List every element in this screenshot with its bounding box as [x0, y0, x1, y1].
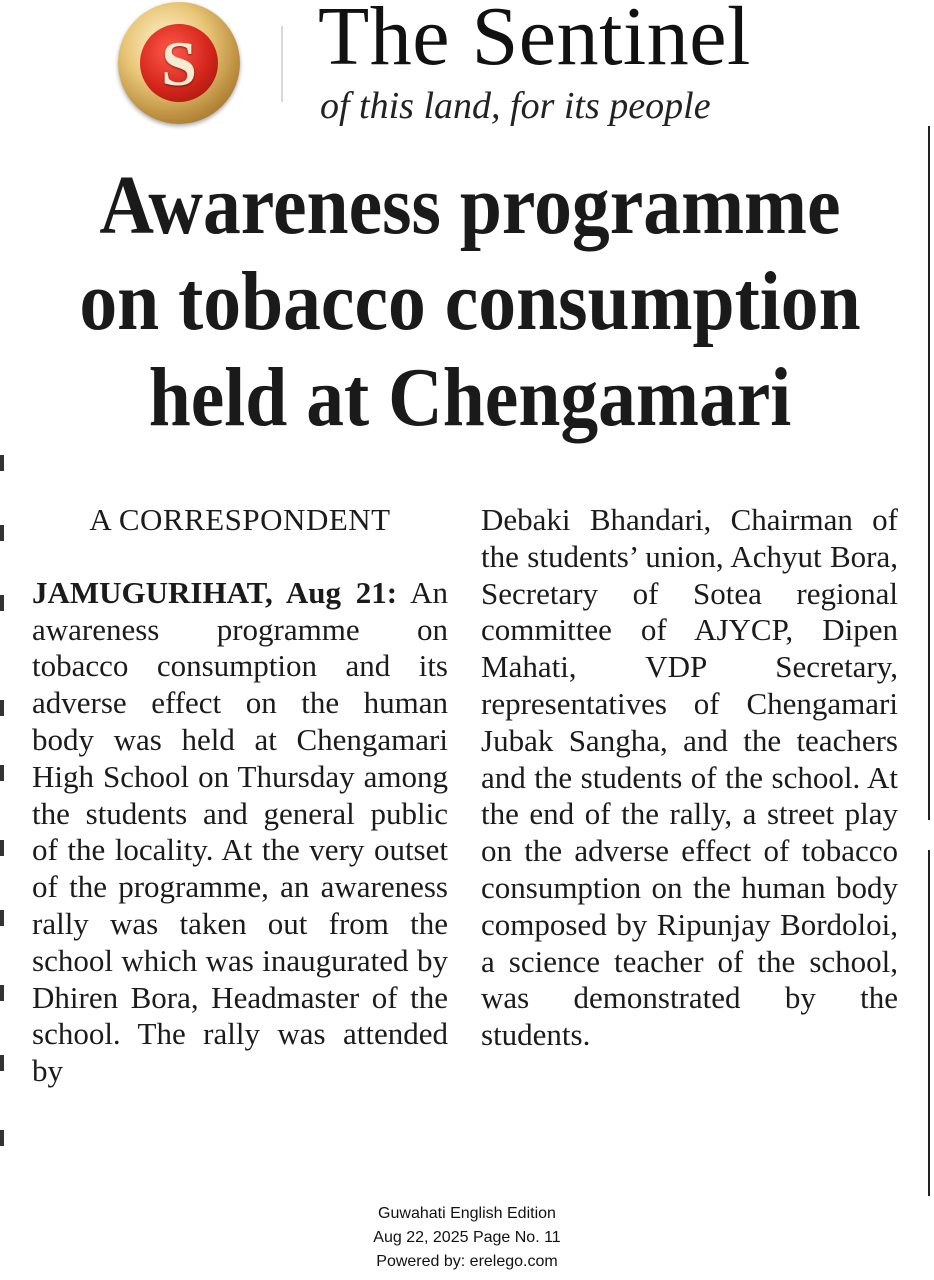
- edition-date-page: Aug 22, 2025 Page No. 11: [373, 1229, 561, 1246]
- article-headline: [74, 158, 866, 446]
- logo-letter: S: [161, 28, 197, 99]
- adjacent-column-edge: [0, 455, 6, 1155]
- paper-name: The Sentinel: [318, 0, 751, 83]
- article-body-left: An awareness programme on tobacco consumption and its adverse effect on the human body was held at Chengamari High School on Thursday among the students and general public of the locality. At the very outset of the programme, an awareness rally was taken out from the school which was inaugurated by Dhiren Bora, Headmaster of the school. The rally was attended by: [32, 574, 448, 1089]
- paper-tagline: of this land, for its people: [320, 85, 711, 127]
- masthead: [0, 0, 934, 140]
- headline-line: held at Chengamari: [148, 351, 792, 444]
- logo-red-disc: [140, 24, 218, 102]
- byline: A CORRESPONDENT: [89, 502, 391, 537]
- edition-name: Guwahati English Edition: [378, 1205, 556, 1222]
- powered-by: Powered by: erelego.com: [376, 1253, 558, 1270]
- dateline: JAMUGURIHAT, Aug 21:: [32, 574, 398, 610]
- headline-line: Awareness programme: [99, 159, 841, 252]
- column-rule: [928, 850, 930, 1196]
- article-column-left: [32, 502, 448, 1090]
- headline-line: on tobacco consumption: [79, 255, 861, 348]
- column-rule: [928, 126, 930, 820]
- sentinel-logo: [118, 2, 240, 124]
- article-paragraph: [32, 575, 448, 1090]
- article-body-right: Debaki Bhandari, Chairman of the students’ union, Achyut Bora, Secretary of Sotea regional committee of AJYCP, Dipen Mahati, VDP Secretary, representatives of Chengamari Jubak Sangha, and the teachers and the students of the school. At the end of the rally, a street play on the adverse effect of tobacco consumption on the human body composed by Ripunjay Bordoloi, a science teacher of the school, was demonstrated by the students.: [481, 502, 898, 1053]
- article-column-right: [481, 502, 898, 1054]
- edition-footer: [0, 1202, 934, 1274]
- masthead-divider: [281, 26, 283, 102]
